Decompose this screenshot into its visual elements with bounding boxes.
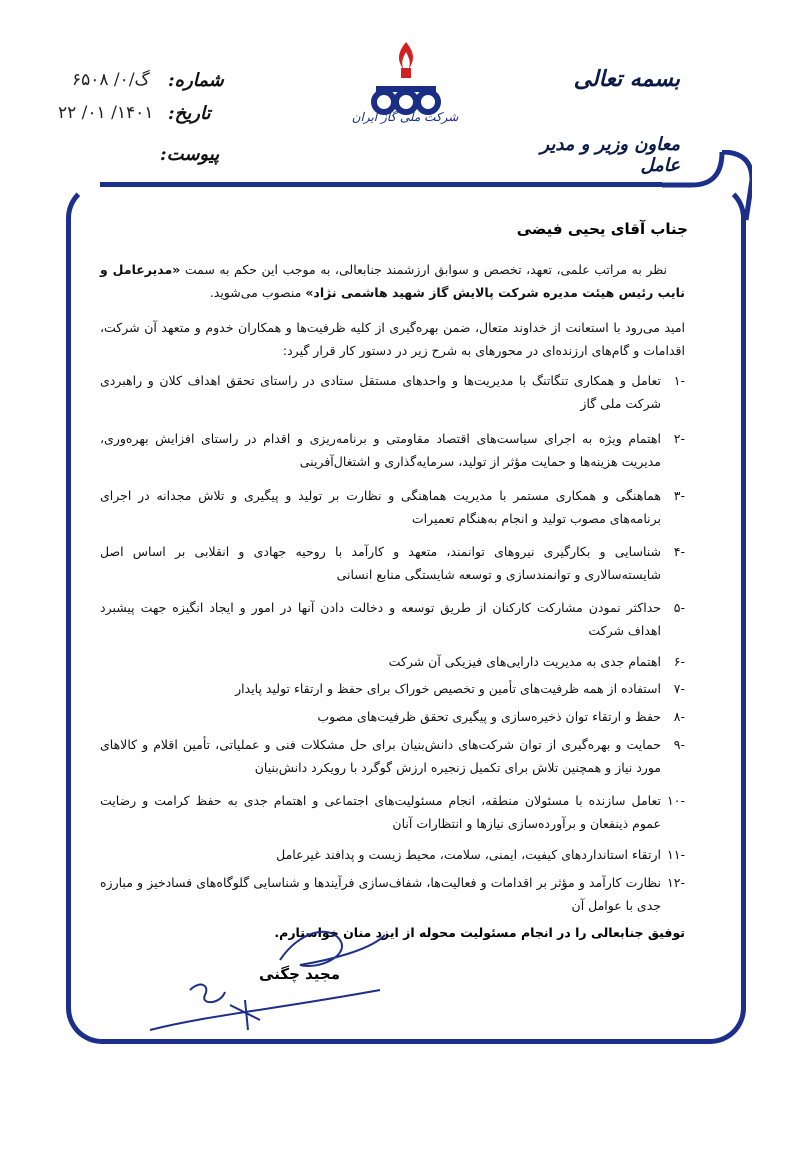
frame-corner	[662, 150, 752, 230]
item-text: تعامل سازنده با مسئولان منطقه، انجام مسئولیت‌های اجتماعی و اهتمام جدی به حفظ کرامت و رضایت عموم ذینفعان و برآورده‌سازی نیازها و انتظارات آنان	[100, 793, 661, 831]
item-text: هماهنگی و همکاری مستمر با مدیریت هماهنگی و نظارت بر تولید و پیگیری و تلاش مجدانه در اجرای برنامه‌های مصوب تولید و انجام به‌هنگام تعمیرات	[100, 488, 661, 526]
item-text: حفظ و ارتقاء توان ذخیره‌سازی و پیگیری تحقق ظرفیت‌های مصوب	[317, 709, 661, 724]
hope-paragraph: امید می‌رود با استعانت از خداوند متعال، ضمن بهره‌گیری از کلیه ظرفیت‌ها و همکاران خدوم و متعهد آن شرکت، اقدامات و گام‌های ارزنده‌ای در محورهای به شرح زیر در دستور کار قرار گیرد:	[100, 320, 685, 358]
item-text: اهتمام ویژه به اجرای سیاست‌های اقتصاد مقاومتی و برنامه‌ریزی و اقدام در راستای افزایش بهره‌وری، مدیریت هزینه‌ها و حمایت مؤثر از تولید، سرمایه‌گذاری و اشتغال‌آفرینی	[100, 431, 661, 469]
item-number: -۱۲	[667, 875, 685, 890]
item-number: -۵	[673, 600, 685, 615]
list-item	[100, 677, 685, 700]
item-text: استفاده از همه ظرفیت‌های تأمین و تخصیص خوراک برای حفظ و ارتقاء تولید پایدار	[235, 681, 661, 696]
nigc-logo	[356, 40, 456, 150]
signer-name: مجید چگنی	[259, 965, 340, 983]
item-number: -۱	[673, 373, 685, 388]
item-number: -۹	[673, 737, 685, 752]
list-item	[100, 369, 685, 415]
item-number: -۱۱	[667, 847, 685, 862]
item-text: شناسایی و بکارگیری نیروهای توانمند، متعهد و کارآمد با روحیه جهادی و انقلابی بر اساس اصل شایسته‌سالاری و توانمندسازی و توسعه شایستگی منابع انسانی	[100, 544, 661, 582]
item-text: تعامل و همکاری تنگاتنگ با مدیریت‌ها و واحدهای مستقل ستادی در راستای تحقق اهداف کلان و راهبردی شرکت ملی گاز	[100, 373, 661, 411]
logo-caption: شرکت ملی گاز ایران	[351, 110, 459, 124]
closing-line: توفیق جنابعالی را در انجام مسئولیت محوله از ایزد منان خواستارم.	[274, 925, 685, 940]
list-item	[100, 540, 685, 586]
list-item	[100, 733, 685, 779]
item-number: -۳	[673, 488, 685, 503]
addressee: جناب آقای یحیی فیضی	[516, 220, 688, 238]
intro-bold: «مدیرعامل و نایب رئیس هیئت مدیره شرکت پالایش گاز شهید هاشمی نژاد»	[100, 262, 685, 300]
item-number: -۸	[673, 709, 685, 724]
list-item	[100, 871, 685, 917]
list-item	[100, 650, 685, 673]
item-number: -۷	[673, 681, 685, 696]
item-text: حمایت و بهره‌گیری از توان شرکت‌های دانش‌بنیان برای حل مشکلات فنی و عملیاتی، تأمین اقلام و کالاهای مورد نیاز و همچنین تلاش برای تکمیل زنجیره ارزش گوگرد با رویکرد دانش‌بنیان	[100, 737, 661, 775]
date-value: ۱۴۰۱/ ۰۱/ ۲۲	[58, 103, 154, 123]
item-number: -۴	[673, 544, 685, 559]
item-text: حداکثر نمودن مشارکت کارکنان از طریق توسعه و دخالت دادن آنها در امور و ایجاد انگیزه جهت پیشبرد اهداف شرکت	[100, 600, 661, 638]
deputy-title: معاون وزیر و مدیر عامل	[540, 134, 680, 176]
basmala: بسمه تعالی	[573, 66, 680, 92]
item-text: اهتمام جدی به مدیریت دارایی‌های فیزیکی آن شرکت	[388, 654, 661, 669]
number-value: گ/۰/ ۶۵۰۸	[72, 70, 150, 90]
list-item	[100, 789, 685, 835]
date-label: تاریخ:	[168, 103, 211, 124]
intro-paragraph	[100, 258, 685, 304]
list-item	[100, 484, 685, 530]
frame-top-line	[100, 182, 662, 187]
list-item	[100, 596, 685, 642]
attachment-label: پیوست:	[160, 144, 220, 165]
intro-part2: منصوب می‌شوید.	[209, 285, 302, 300]
item-number: -۱۰	[667, 793, 685, 808]
list-item	[100, 843, 685, 866]
item-number: -۲	[673, 431, 685, 446]
item-number: -۶	[673, 654, 685, 669]
item-text: ارتقاء استانداردهای کیفیت، ایمنی، سلامت، محیط زیست و پدافند غیرعامل	[276, 847, 661, 862]
intro-part1: نظر به مراتب علمی، تعهد، تخصص و سوابق ارزشمند جنابعالی، به موجب این حکم به سمت	[184, 262, 667, 277]
list-item	[100, 705, 685, 728]
item-text: نظارت کارآمد و مؤثر بر اقدامات و فعالیت‌ها، شفاف‌سازی فرآیندها و شناسایی گلوگاه‌های فسادخیز و مبارزه جدی با عوامل آن	[100, 875, 661, 913]
list-item	[100, 427, 685, 473]
number-label: شماره:	[168, 70, 224, 91]
